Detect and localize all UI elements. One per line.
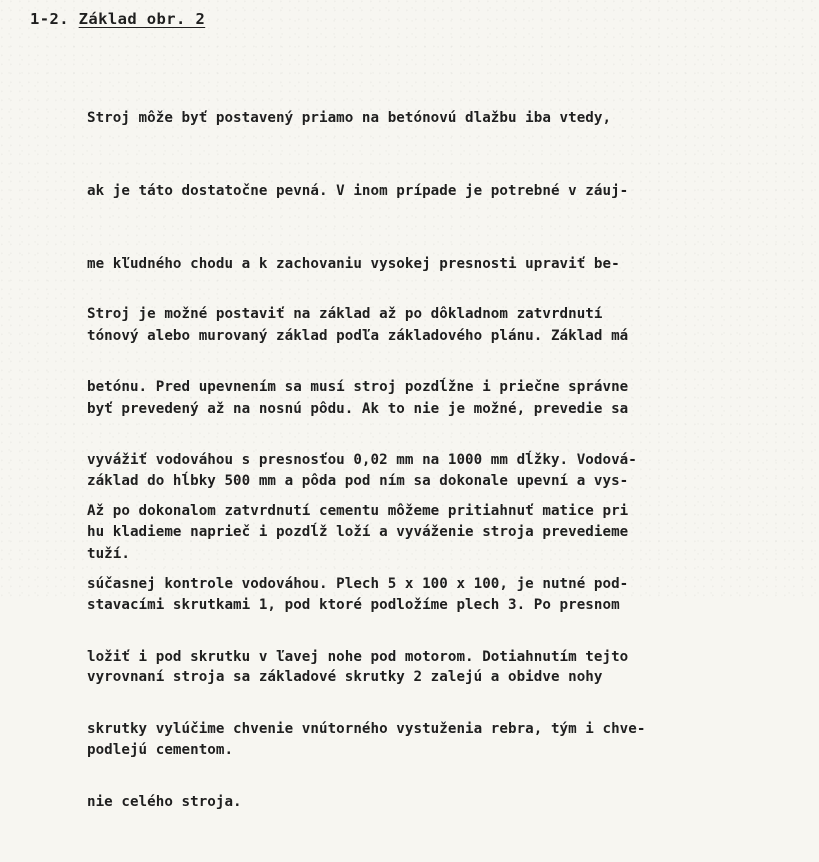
text-line: stavacími skrutkami 1, pod ktoré podložíme plech 3. Po presnom [87,596,620,613]
text-line: základ do hĺbky 500 mm a pôda pod ním sa dokonale upevní a vys- [87,473,629,490]
text-line: súčasnej kontrole vodováhou. Plech 5 x 100 x 100, je nutné pod- [87,576,629,593]
text-line: me kľudného chodu a k zachovaniu vysokej presnosti upraviť be- [87,255,620,272]
text-line: byť prevedený až na nosnú pôdu. Ak to nie je možné, prevedie sa [87,400,629,417]
text-line: Až po dokonalom zatvrdnutí cementu môžeme pritiahnuť matice pri [87,503,629,520]
text-line: ak je táto dostatočne pevná. V inom prípade je potrebné v záuj- [87,183,629,200]
text-line: podlejú cementom. [87,742,234,759]
text-line: vyrovnaní stroja sa základové skrutky 2 zalejú a obidve nohy [87,669,603,686]
section-title: Základ obr. 2 [78,10,206,28]
text-line: tónový alebo murovaný základ podľa základového plánu. Základ má [87,328,629,345]
text-line: Stroj je možné postaviť na základ až po dôkladnom zatvrdnutí [87,306,603,323]
text-line: hu kladieme naprieč i pozdĺž loží a vyváženie stroja prevedieme [87,524,629,541]
section-heading [30,10,205,28]
text-line: skrutky vylúčime chvenie vnútorného vystuženia rebra, tým i chve- [87,721,646,738]
text-line: Stroj môže byť postavený priamo na betónovú dlažbu iba vtedy, [87,110,612,127]
text-line: betónu. Pred upevnením sa musí stroj pozdĺžne i priečne správne [87,379,629,396]
section-number: 1-2. [30,10,69,28]
text-line: ložiť i pod skrutku v ľavej nohe pod motorom. Dotiahnutím tejto [87,648,629,665]
paragraph-3 [87,451,645,862]
text-line: nie celého stroja. [87,793,242,810]
text-line: vyvážiť vodováhou s presnosťou 0,02 mm na 1000 mm dĺžky. Vodová- [87,451,637,468]
text-line: tuží. [87,546,130,563]
